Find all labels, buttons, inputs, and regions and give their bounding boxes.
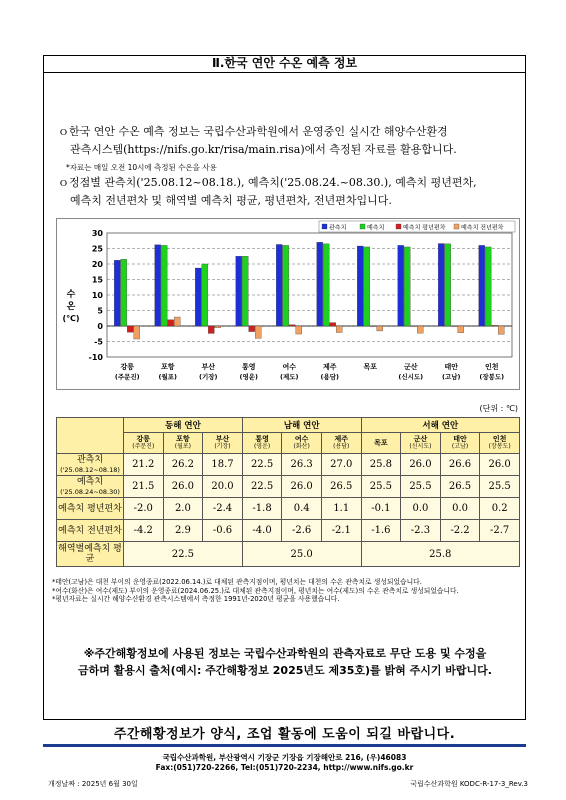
station-subname: (용담) [333,443,350,450]
station-header [440,433,480,454]
table-cell: -0.6 [203,520,243,542]
bar [317,242,323,326]
footnote-1: *태안(고남)은 대천 부이의 운영종료(2022.06.14.)로 대체된 관측지점이며, 평년치는 대천의 수온 관측치로 생성되었습니다. [52,578,422,586]
station-name: 부산 [215,435,230,443]
bar [364,247,370,326]
table-cell: 25.5 [401,476,441,498]
table-cell: 27.0 [321,454,361,476]
bar [370,326,376,327]
table-cell: -2.4 [203,498,243,520]
table-row [57,476,520,498]
x-tick-label: 통영 [241,363,256,371]
region-west: 서해 연안 [361,418,519,433]
bar [336,326,342,333]
bar [121,259,127,326]
bar [479,245,485,326]
legend-label: 관측치 [329,224,347,232]
address-line-2: Fax:(051)720-2266, Tel:(051)720-2234, http://www.nifs.go.kr [155,763,414,772]
table-row [57,454,520,476]
bar [215,326,221,328]
table-cell: -2.6 [282,520,322,542]
table-cell: -1.8 [242,498,282,520]
station-header [163,433,203,454]
table-cell: 26.0 [401,454,441,476]
unit-label: (단위 : ℃) [479,404,518,413]
bar [168,320,174,326]
bar [249,326,255,332]
table-cell: 25.5 [480,476,520,498]
station-header [242,433,282,454]
table-cell: 26.6 [440,454,480,476]
intro-bullet-2-line-2: 예측치 전년편차 및 해역별 예측치 평균, 평년편차, 전년편차입니다. [70,194,392,207]
station-subname: (영운) [253,443,271,450]
revision-date: 개정날짜 : 2025년 6월 30일 [48,780,138,788]
station-name: 목포 [374,439,388,447]
table-cell: -1.6 [361,520,401,542]
bar [377,326,383,331]
row-label [57,520,124,542]
station-header [282,433,322,454]
bar [438,244,444,326]
bar [174,317,180,326]
bar [398,245,404,326]
station-header [361,433,401,454]
table-cell: -2.0 [124,498,164,520]
table-cell: 2.0 [163,498,203,520]
table-cell: -2.7 [480,520,520,542]
avg-south: 25.0 [242,542,361,567]
station-subname: (기장) [214,443,231,450]
row-label-period: ('25.08.12~08.18) [60,465,120,474]
bar [323,244,329,326]
station-name: 군산 [413,435,428,443]
bar [202,264,208,326]
table-cell: 26.5 [440,476,480,498]
y-axis-label: 수 [66,290,76,300]
x-tick-sublabel: (장봉도) [479,373,505,381]
table-cell: -2.3 [401,520,441,542]
row-label-text: 예측치 평년편차 [58,503,122,514]
table-cell: -0.1 [361,498,401,520]
station-header [203,433,243,454]
bar [276,244,282,326]
x-tick-label: 목포 [363,363,378,371]
table-row [57,498,520,520]
table-cell: 26.0 [163,476,203,498]
table-cell: 26.3 [282,454,322,476]
bar [498,326,504,334]
x-tick-sublabel: (영운) [239,373,258,381]
x-tick-sublabel: (용담) [320,373,339,381]
y-tick-label: 10 [91,291,103,300]
y-tick-label: 20 [91,260,103,269]
x-tick-label: 부산 [201,363,216,371]
station-subname: (월포) [174,443,192,450]
x-tick-sublabel: (기장) [199,373,218,381]
row-label-period: ('25.08.24~08.30) [60,487,120,496]
table-cell: 18.7 [203,454,243,476]
bar [492,325,498,326]
table-cell: 26.0 [480,454,520,476]
station-subname: (장봉도) [488,443,511,450]
station-name: 인천 [492,435,507,443]
station-subname: (고남) [451,443,469,450]
y-axis-unit: (℃) [62,314,80,323]
station-header [401,433,441,454]
footnote-2: *여수(화산)은 여수(제도) 부이의 운영종료(2024.06.25.)로 대체된 관측지점이며, 평년치는 여수(제도)의 수온 관측치로 생성되었습니다. [52,586,459,595]
section-title: Ⅱ.한국 연안 수온 예측 정보 [43,55,526,73]
row-label-text: 예측치 [76,476,104,487]
table-cell: 20.0 [203,476,243,498]
usage-notice [50,645,520,679]
footer-title: 주간해황정보가 양식, 조업 활동에 도움이 되길 바랍니다. [113,727,456,742]
table-cell: 0.0 [440,498,480,520]
station-name: 제주 [334,435,349,443]
table-cell: -2.2 [440,520,480,542]
document-code: 국립수산과학원 KODC-R-17-3_Rev.3 [410,780,528,788]
table-row [57,520,520,542]
table-cell: 2.9 [163,520,203,542]
bar [242,256,248,326]
table-cell: 21.5 [124,476,164,498]
table-cell: -4.2 [124,520,164,542]
station-subname: (신시도) [409,443,432,450]
x-tick-label: 여수 [282,363,297,371]
region-south: 남해 연안 [242,418,361,433]
legend-label: 예측치 평년편차 [403,224,446,232]
x-tick-sublabel: (제도) [280,373,299,381]
station-name: 통영 [255,435,269,443]
x-tick-label: 제주 [322,363,337,371]
station-subname: (화산) [293,443,310,450]
bar [195,268,201,326]
bar [236,256,242,326]
bar [417,326,423,333]
row-label [57,476,124,498]
station-name: 포항 [176,435,190,443]
legend-swatch [396,224,401,229]
usage-notice-line-1: ※주간해황정보에 사용된 정보는 국립수산과학원의 관측자료로 무단 도용 및 수정을 [83,647,487,660]
y-tick-label: -5 [94,337,103,347]
bar [296,326,302,334]
temperature-chart-frame [56,218,520,390]
row-label-text: 관측치 [76,454,104,465]
table-cell: 0.4 [282,498,322,520]
intro-bullet-1-line-1: ｏ한국 연안 수온 예측 정보는 국립수산과학원에서 운영중인 실시간 해양수산환경 [58,125,448,138]
x-tick-label: 강릉 [120,363,135,371]
x-tick-sublabel: (신시도) [398,373,424,381]
station-header [124,433,164,454]
bar [451,326,457,327]
bar [127,326,133,332]
legend-label: 예측치 전년편차 [461,224,504,232]
intro-bullet-2-line-1: ｏ정점별 관측치('25.08.12~08.18.), 예측치('25.08.24.~08.30.), 예측치 평년편차, [58,176,477,189]
station-header [321,433,361,454]
station-name: 강릉 [136,435,151,443]
station-name: 태안 [453,435,467,443]
table-cell: 22.5 [242,454,282,476]
forecast-table [56,417,520,567]
table-cell: 26.5 [321,476,361,498]
bar [330,323,336,326]
x-tick-label: 인천 [484,363,499,371]
bar [155,245,161,326]
bar [114,260,120,326]
temperature-chart [57,219,519,389]
bar [283,245,289,326]
bar [485,247,491,326]
x-tick-label: 군산 [403,363,418,371]
x-tick-sublabel: (주문진) [114,373,140,381]
footnote-3: *평년자료는 실시간 해양수산환경 관측시스템에서 측정한 1991년-2020년 평균을 사용했습니다. [52,595,340,603]
station-subname: (주문진) [132,443,155,450]
y-tick-label: -10 [88,353,103,362]
legend-swatch [322,224,327,229]
x-tick-sublabel: (고남) [442,373,461,381]
x-tick-label: 포항 [160,363,175,371]
avg-west: 25.8 [361,542,519,567]
bar [445,244,451,326]
bar [411,326,417,327]
usage-notice-line-2: 금하며 활용시 출처(예시: 주간해황정보 2025년도 제35호)를 밝혀 주시기 바랍니다. [78,664,492,677]
table-corner [57,418,124,454]
intro-bullet-1-line-2: 관측시스템(https://nifs.go.kr/risa/main.risa)에서 측정된 자료를 활용합니다. [70,143,457,156]
bar [255,326,261,338]
station-header [480,433,520,454]
y-tick-label: 15 [91,275,103,285]
table-cell: 21.2 [124,454,164,476]
x-tick-sublabel: (월포) [158,373,177,381]
footnotes [52,578,522,604]
row-label [57,498,124,520]
bar [289,325,295,326]
avg-row-label: 해역별예측치 평균 [57,542,124,567]
avg-east: 22.5 [124,542,243,567]
table-cell: 25.5 [361,476,401,498]
y-axis-label: 온 [66,302,76,312]
station-name: 여수 [294,435,309,443]
row-label-text: 예측치 전년편차 [58,525,122,536]
table-cell: -2.1 [321,520,361,542]
bar [404,247,410,326]
y-tick-label: 5 [97,306,103,316]
row-label [57,454,124,476]
legend-label: 예측치 [367,224,385,232]
address-line-1: 국립수산과학원, 부산광역시 기장군 기장읍 기장해안로 216, (우)46083 [162,753,407,762]
bar [161,245,167,326]
table-cell: 0.2 [480,498,520,520]
bar [208,326,214,333]
intro-note: *자료는 매일 오전 10시에 측정된 수온을 사용 [66,163,217,172]
table-cell: 0.0 [401,498,441,520]
y-tick-label: 30 [91,229,103,238]
table-cell: -4.0 [242,520,282,542]
legend-swatch [360,224,365,229]
y-tick-label: 25 [91,244,103,254]
footer-divider [43,744,526,747]
table-cell: 26.0 [282,476,322,498]
table-cell: 25.8 [361,454,401,476]
bar [357,246,363,326]
legend-swatch [454,224,459,229]
y-tick-label: 0 [97,322,103,331]
bar [458,326,464,333]
region-east: 동해 연안 [124,418,243,433]
table-cell: 22.5 [242,476,282,498]
table-cell: 26.2 [163,454,203,476]
x-tick-label: 태안 [444,363,459,371]
bar [134,326,140,339]
table-cell: 1.1 [321,498,361,520]
